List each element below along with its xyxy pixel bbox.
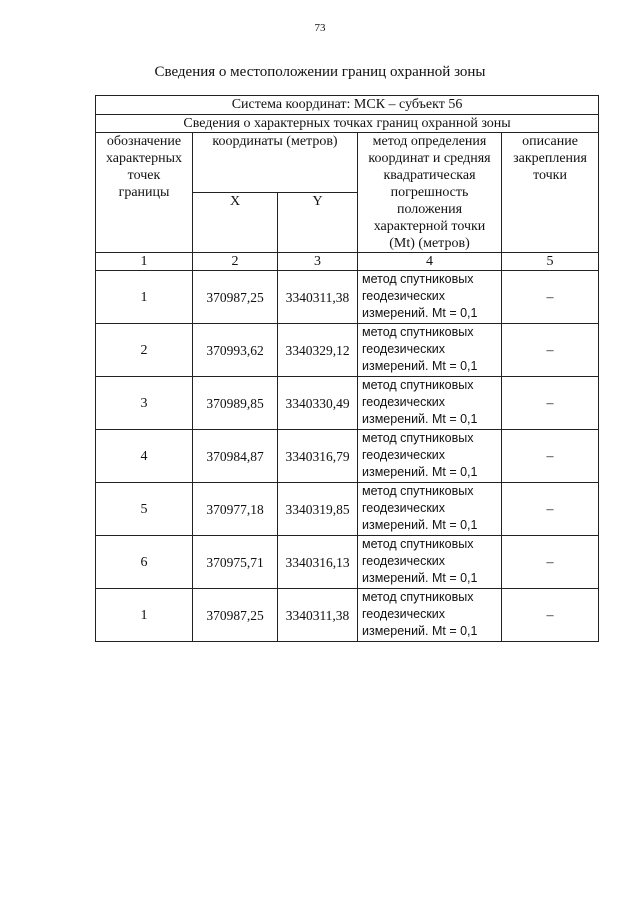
fixing-header-line: закрепления: [513, 151, 587, 166]
method-line: метод спутниковых: [362, 590, 474, 604]
designation-header: [96, 133, 193, 253]
page-number: 73: [314, 22, 326, 34]
fixing-header: [502, 133, 599, 253]
table-row: [96, 324, 599, 377]
point-designation-cell: 5: [96, 483, 193, 536]
points-section-title: Сведения о характерных точках границ охранной зоны: [96, 115, 599, 133]
x-coordinate-cell: 370987,25: [193, 271, 278, 324]
x-coordinate-cell: 370993,62: [193, 324, 278, 377]
table-row: [96, 536, 599, 589]
method-line: метод спутниковых: [362, 431, 474, 445]
method-header-line: (Mt) (метров): [389, 236, 470, 251]
fixing-header-line: описание: [522, 134, 578, 149]
method-line: метод спутниковых: [362, 378, 474, 392]
method-cell: [358, 377, 502, 430]
table-row: [96, 430, 599, 483]
column-number-row: [96, 253, 599, 271]
system-title-row: [96, 96, 599, 115]
column-number: 4: [358, 253, 502, 271]
column-number: 5: [502, 253, 599, 271]
method-cell: [358, 536, 502, 589]
method-line: метод спутниковых: [362, 272, 474, 286]
method-line: геодезических: [362, 395, 446, 409]
fixing-description-cell: –: [502, 483, 599, 536]
x-coordinate-cell: 370984,87: [193, 430, 278, 483]
point-designation-cell: 1: [96, 271, 193, 324]
table-row: [96, 589, 599, 642]
designation-header-line: характерных: [105, 151, 183, 166]
method-line: измерений. Mt = 0,1: [362, 518, 478, 532]
boundary-points-table: [95, 95, 599, 642]
method-line: измерений. Mt = 0,1: [362, 624, 478, 638]
method-line: геодезических: [362, 501, 446, 515]
point-designation-cell: 1: [96, 589, 193, 642]
y-coordinate-cell: 3340330,49: [278, 377, 358, 430]
x-coordinate-cell: 370987,25: [193, 589, 278, 642]
table-row: [96, 483, 599, 536]
method-cell: [358, 589, 502, 642]
method-line: геодезических: [362, 289, 446, 303]
point-designation-cell: 4: [96, 430, 193, 483]
method-line: геодезических: [362, 607, 446, 621]
coordinates-header: координаты (метров): [193, 133, 358, 193]
points-title-row: [96, 115, 599, 133]
point-designation-cell: 2: [96, 324, 193, 377]
method-cell: [358, 430, 502, 483]
method-line: метод спутниковых: [362, 325, 474, 339]
method-cell: [358, 483, 502, 536]
fixing-description-cell: –: [502, 324, 599, 377]
method-line: метод спутниковых: [362, 484, 474, 498]
method-line: измерений. Mt = 0,1: [362, 306, 478, 320]
point-designation-cell: 3: [96, 377, 193, 430]
method-line: геодезических: [362, 448, 446, 462]
designation-header-line: границы: [118, 185, 170, 200]
method-header-line: квадратическая: [383, 168, 476, 183]
table-row: [96, 377, 599, 430]
method-line: измерений. Mt = 0,1: [362, 412, 478, 426]
fixing-description-cell: –: [502, 377, 599, 430]
method-line: измерений. Mt = 0,1: [362, 571, 478, 585]
x-coordinate-cell: 370977,18: [193, 483, 278, 536]
method-header-line: координат и средняя: [368, 151, 491, 166]
fixing-description-cell: –: [502, 589, 599, 642]
document-title: Сведения о местоположении границ охранной зоны: [154, 64, 486, 80]
method-cell: [358, 324, 502, 377]
method-line: геодезических: [362, 554, 446, 568]
fixing-header-line: точки: [533, 168, 567, 183]
x-coordinate-cell: 370989,85: [193, 377, 278, 430]
y-coordinate-cell: 3340329,12: [278, 324, 358, 377]
designation-header-line: обозначение: [106, 134, 182, 149]
y-coordinate-cell: 3340319,85: [278, 483, 358, 536]
method-cell: [358, 271, 502, 324]
coordinate-system-title: Система координат: МСК – субъект 56: [96, 96, 599, 115]
column-number: 1: [96, 253, 193, 271]
x-coordinate-cell: 370975,71: [193, 536, 278, 589]
point-designation-cell: 6: [96, 536, 193, 589]
method-line: метод спутниковых: [362, 537, 474, 551]
method-header-line: положения: [396, 202, 463, 217]
method-line: измерений. Mt = 0,1: [362, 359, 478, 373]
header-row: [96, 133, 599, 193]
y-coordinate-cell: 3340316,79: [278, 430, 358, 483]
method-header-line: метод определения: [372, 134, 487, 149]
x-header: X: [193, 193, 278, 253]
y-coordinate-cell: 3340311,38: [278, 271, 358, 324]
y-header: Y: [278, 193, 358, 253]
method-header-line: характерной точки: [373, 219, 486, 234]
y-coordinate-cell: 3340311,38: [278, 589, 358, 642]
column-number: 2: [193, 253, 278, 271]
method-line: измерений. Mt = 0,1: [362, 465, 478, 479]
table-row: [96, 271, 599, 324]
fixing-description-cell: –: [502, 536, 599, 589]
method-header-line: погрешность: [390, 185, 469, 200]
method-line: геодезических: [362, 342, 446, 356]
y-coordinate-cell: 3340316,13: [278, 536, 358, 589]
designation-header-line: точек: [127, 168, 161, 183]
column-number: 3: [278, 253, 358, 271]
fixing-description-cell: –: [502, 430, 599, 483]
fixing-description-cell: –: [502, 271, 599, 324]
method-header: [358, 133, 502, 253]
